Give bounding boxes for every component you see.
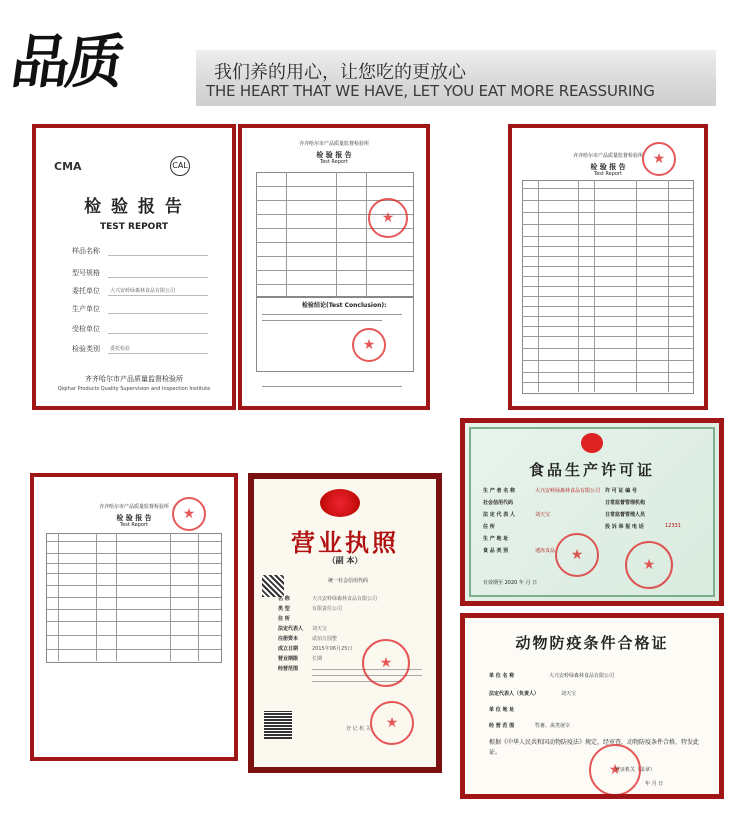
page-title: 检 验 报 告 <box>590 163 626 171</box>
page-subtitle: Test Report <box>119 522 148 528</box>
official-seal <box>370 701 414 745</box>
org-name: 齐齐哈尔市产品质量监督检验所 <box>98 504 169 510</box>
slogan-chinese: 我们养的用心，让您吃的更放心 <box>214 62 466 83</box>
test-report-results-card[interactable] <box>508 124 708 410</box>
field-label: 法 定 代 表 人 <box>483 512 515 518</box>
page-title: 检 验 报 告 <box>316 151 352 159</box>
field-value: 牲畜、禽类屠宰 <box>535 723 571 729</box>
field-value: 大兴安岭绿森林食品有限公司 <box>535 488 601 494</box>
field-label: 检验类别 <box>72 345 100 353</box>
report-title-cn: 检 验 报 告 <box>84 197 184 217</box>
credit-code-label: 统一社会信用代码 <box>328 578 369 584</box>
field-value: 12331 <box>665 523 681 529</box>
field-value: 2015年06月25日 <box>312 646 353 652</box>
business-license-card[interactable] <box>248 473 442 773</box>
field-value: 刘天宝 <box>561 691 577 697</box>
field-label: 经营范围 <box>278 666 299 672</box>
field-label: 社会信用代码 <box>483 500 514 506</box>
license-title: 食品生产许可证 <box>528 461 655 479</box>
field-label: 经 营 范 围 <box>489 723 515 729</box>
official-seal <box>368 198 408 238</box>
official-seal <box>555 533 599 577</box>
field-label: 成立日期 <box>278 646 299 652</box>
field-label: 投 诉 举 报 电 话 <box>605 524 644 530</box>
field-label: 单 位 地 址 <box>489 707 515 713</box>
validity-date: 有效期至 2020 年 月 日 <box>483 580 538 586</box>
field-label: 委托单位 <box>72 287 100 295</box>
field-label: 住 所 <box>483 524 495 530</box>
issuing-authority: 发证机关（盖章） <box>615 767 656 773</box>
field-label: 样品名称 <box>72 247 100 255</box>
field-value: 贰佰万圆整 <box>312 636 338 642</box>
page-title: 检 验 报 告 <box>116 514 152 522</box>
official-seal <box>172 497 206 531</box>
license-subtitle: （副 本） <box>327 556 363 565</box>
field-label: 生 产 地 址 <box>483 536 509 542</box>
field-value: 刘天宝 <box>312 626 328 632</box>
field-label: 日常监督管理人员 <box>605 512 646 518</box>
official-seal <box>352 328 386 362</box>
field-label: 法定代表人（负责人） <box>489 691 540 697</box>
national-emblem-icon <box>581 433 603 453</box>
field-label: 受检单位 <box>72 325 100 333</box>
animal-epidemic-certificate-card[interactable] <box>460 613 724 799</box>
page-subtitle: Test Report <box>593 171 622 177</box>
cma-mark: CMA <box>54 160 82 173</box>
org-name: 齐齐哈尔市产品质量监督检验所 <box>298 141 369 147</box>
test-report-page-card[interactable] <box>238 124 430 410</box>
official-seal <box>362 639 410 687</box>
food-production-license-card[interactable] <box>460 418 724 606</box>
official-seal <box>642 142 676 176</box>
issue-date: 年 月 日 <box>645 781 664 787</box>
field-value: 委托检验 <box>110 346 131 352</box>
page-subtitle: Test Report <box>319 159 348 165</box>
field-label: 食 品 类 别 <box>483 548 509 554</box>
certificate-title: 动物防疫条件合格证 <box>515 634 669 652</box>
qr-code <box>262 575 284 597</box>
field-label: 注册资本 <box>278 636 299 642</box>
certificate-body-text: 根据《中华人民共和国动物防疫法》规定，经审查，动物防疫条件合格，特发此证。 <box>489 739 700 756</box>
field-value: 有限责任公司 <box>312 606 343 612</box>
brand-logo <box>7 14 202 110</box>
test-report-cover-card[interactable] <box>32 124 236 410</box>
field-label: 日常监督管理机构 <box>605 500 646 506</box>
field-label: 许 可 证 编 号 <box>605 488 637 494</box>
institute-name-en: Qiqihar Products Quality Supervision and Inspection Institute <box>57 386 211 392</box>
field-label: 型号规格 <box>72 269 100 277</box>
field-label: 营业期限 <box>278 656 299 662</box>
conclusion-label: 检验结论(Test Conclusion): <box>302 302 387 309</box>
qr-code-2 <box>264 711 292 739</box>
field-value: 大兴安岭绿森林食品有限公司 <box>312 596 378 602</box>
report-title-en: TEST REPORT <box>99 222 169 232</box>
field-value: 大兴安岭绿森林食品有限公司 <box>110 288 176 294</box>
cal-mark: CAL <box>170 156 190 176</box>
official-seal <box>625 541 673 589</box>
registration-authority: 登 记 机 关 <box>346 726 371 732</box>
org-name: 齐齐哈尔市产品质量监督检验所 <box>572 153 643 159</box>
field-value: 大兴安岭绿森林食品有限公司 <box>549 673 615 679</box>
national-emblem-icon <box>320 489 360 517</box>
field-label: 住 所 <box>278 616 290 622</box>
field-label: 生 产 者 名 称 <box>483 488 515 494</box>
brand-calligraphy: 品质 <box>7 28 125 96</box>
slogan-english: THE HEART THAT WE HAVE, LET YOU EAT MORE REASSURING <box>206 82 655 100</box>
field-label: 生产单位 <box>72 305 100 313</box>
field-label: 名 称 <box>278 596 290 602</box>
field-value: 长期 <box>312 656 323 662</box>
field-label: 类 型 <box>278 606 290 612</box>
field-value: 速冻食品 <box>535 548 556 554</box>
test-report-results-card-2[interactable] <box>30 473 238 761</box>
institute-name-cn: 齐齐哈尔市产品质量监督检验所 <box>85 375 183 383</box>
field-value: 刘天宝 <box>535 512 551 518</box>
license-title: 营业执照 <box>291 528 399 557</box>
field-label: 法定代表人 <box>278 626 304 632</box>
field-label: 单 位 名 称 <box>489 673 515 679</box>
